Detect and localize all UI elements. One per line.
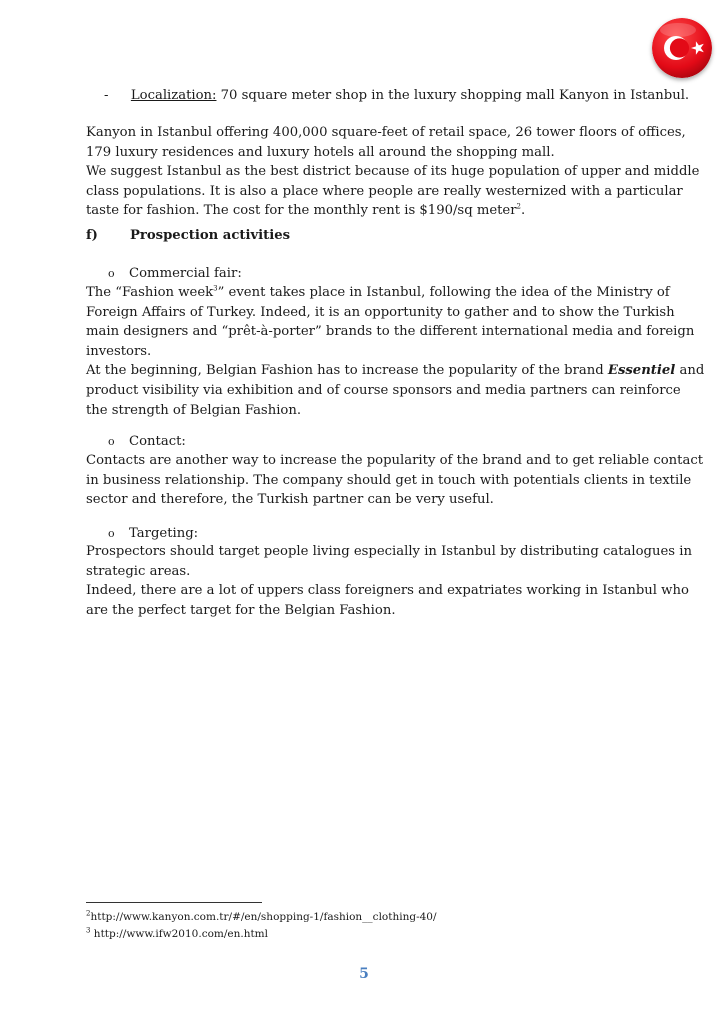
rent-text: taste for fashion. The cost for the monthly rent is $190/sq meter [86, 203, 517, 219]
contact-title: Contact: [129, 434, 186, 449]
localization-label: Localization: [130, 88, 217, 103]
paragraph-line: product visibility via exhibition and of course sponsors and media partners can reinforce [86, 382, 681, 398]
period: . [521, 203, 526, 219]
paragraph-line: the strength of Belgian Fashion. [86, 402, 302, 418]
footnote-separator [86, 902, 262, 903]
fashion-week-text-rest: ” event takes place in Istanbul, following the idea of the Ministry of [217, 285, 670, 300]
commercial-fair-paragraph [86, 283, 705, 420]
section-title: Prospection activities [130, 228, 291, 243]
turkey-flag-icon [652, 18, 712, 78]
contact-paragraph [86, 451, 704, 510]
paragraph-line [86, 361, 705, 381]
circle-bullet-icon: o [108, 267, 115, 280]
dash-bullet: - [104, 88, 109, 103]
footnote-number: 2 [86, 909, 91, 918]
footnote-number: 3 [86, 926, 91, 935]
paragraph-line: in business relationship. The company should get in touch with potentials clients in textile [86, 472, 692, 488]
footnote-2 [86, 910, 437, 924]
circle-bullet-icon: o [108, 435, 115, 448]
commercial-fair-heading [108, 264, 242, 284]
commercial-fair-title: Commercial fair: [129, 266, 242, 281]
paragraph-line: main designers and “prêt-à-porter” brands to the different international media and foreign [86, 324, 695, 340]
localization-item [104, 86, 689, 106]
footnote-ref-2: 2 [516, 202, 522, 211]
targeting-paragraph [86, 542, 692, 620]
paragraph-line [86, 201, 646, 221]
paragraph-line: Kanyon in Istanbul offering 400,000 square-feet of retail space, 26 tower floors of offices, [86, 125, 686, 140]
footnote-link[interactable]: http://www.kanyon.com.tr/#/en/shopping-1/fashion__clothing-40/ [90, 911, 437, 923]
brand-name: Essentiel [607, 363, 676, 379]
paragraph-line: sector and therefore, the Turkish partner can be very useful. [86, 492, 494, 508]
footnote-3 [86, 927, 268, 941]
targeting-title: Targeting: [129, 526, 199, 541]
kanyon-paragraph [86, 123, 700, 221]
paragraph-line: We suggest Istanbul as the best district because of its huge population of upper and middle [86, 164, 700, 180]
paragraph-line: strategic areas. [86, 563, 191, 579]
paragraph-line: are the perfect target for the Belgian Fashion. [86, 602, 396, 618]
circle-bullet-icon: o [108, 527, 115, 540]
beginning-text: At the beginning, Belgian Fashion has to increase the popularity of the brand [86, 363, 608, 379]
localization-text: 70 square meter shop in the luxury shopping mall Kanyon in Istanbul. [216, 88, 690, 103]
beginning-text-end: and [675, 363, 705, 379]
targeting-heading [108, 524, 198, 544]
paragraph-line: investors. [86, 343, 152, 359]
paragraph-line: class populations. It is also a place where people are really westernized with a particular [86, 183, 683, 199]
page-number: 5 [359, 966, 369, 982]
paragraph-line: Foreign Affairs of Turkey. Indeed, it is an opportunity to gather and to show the Turkish [86, 304, 675, 320]
paragraph-line [86, 283, 670, 303]
paragraph-line: Prospectors should target people living especially in Istanbul by distributing catalogues in [86, 544, 692, 559]
paragraph-line: Contacts are another way to increase the popularity of the brand and to get reliable contact [86, 453, 704, 468]
paragraph-line: 179 luxury residences and luxury hotels all around the shopping mall. [86, 144, 555, 160]
section-number: f) [86, 228, 98, 243]
footnote-ref-3: 3 [213, 284, 218, 293]
fashion-week-text: The “Fashion week [86, 285, 214, 300]
contact-heading [108, 432, 186, 452]
paragraph-line: Indeed, there are a lot of uppers class foreigners and expatriates working in Istanbul who [86, 583, 689, 599]
footnote-link[interactable]: http://www.ifw2010.com/en.html [90, 928, 268, 940]
